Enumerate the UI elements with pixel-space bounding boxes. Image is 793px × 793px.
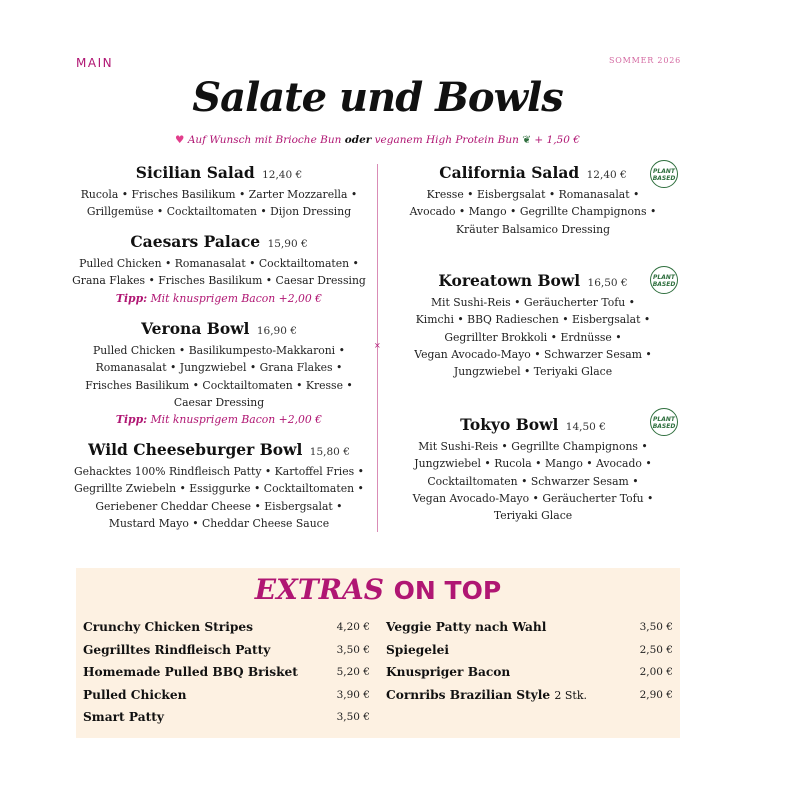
extra-price: 5,20 € [336, 666, 370, 679]
left-menu-column [70, 162, 368, 532]
extra-name [386, 688, 587, 702]
extra-name: Knuspriger Bacon [386, 665, 511, 680]
desc-line: Pulled Chicken • Romanasalat • Cocktailtomaten • [79, 257, 359, 270]
tip-label: Tipp: [115, 413, 148, 427]
desc-line: Gehacktes 100% Rindfleisch Patty • Kartoffel Fries • [74, 465, 364, 478]
tip-text: Mit knusprigem Bacon +2,00 € [150, 291, 323, 305]
item-name: Sicilian Salad [135, 163, 255, 182]
item-description [398, 294, 668, 380]
season-label: SOMMER 2026 [609, 56, 681, 65]
menu-item [70, 231, 368, 318]
list-item [83, 639, 370, 662]
extras-list-right [386, 616, 673, 706]
extra-price: 3,50 € [336, 711, 370, 724]
item-name: Caesars Palace [130, 232, 261, 251]
heart-icon: ♥ [175, 134, 185, 146]
desc-line: Vegan Avocado-Mayo • Geräucherter Tofu • [412, 491, 654, 505]
desc-line: Gegrillter Brokkoli • Erdnüsse • [444, 330, 622, 344]
item-price: 12,40 € [262, 169, 303, 181]
extra-name-text: Cornribs Brazilian Style [386, 687, 551, 702]
item-name: Verona Bowl [141, 319, 250, 338]
desc-line: Caesar Dressing [173, 395, 265, 409]
extra-price: 4,20 € [336, 621, 370, 634]
list-item [83, 684, 370, 707]
extra-name: Crunchy Chicken Stripes [83, 620, 253, 635]
extra-price: 2,50 € [639, 643, 673, 656]
item-price: 16,50 € [587, 277, 628, 289]
desc-line: Grana Flakes • Frisches Basilikum • Caesar Dressing [72, 274, 366, 288]
extras-panel [76, 568, 680, 738]
extra-name: Smart Patty [83, 710, 164, 725]
list-item [386, 639, 673, 662]
desc-line: Teriyaki Glace [493, 509, 573, 523]
desc-line: Vegan Avocado-Mayo • Schwarzer Sesam • [414, 347, 652, 361]
desc-line: Geriebener Cheddar Cheese • Eisbergsalat • [95, 499, 343, 513]
plant-based-badge-icon [650, 408, 678, 436]
extra-name: Gegrilltes Rindfleisch Patty [83, 642, 271, 657]
item-price: 16,90 € [256, 325, 297, 337]
page-title: Salate und Bowls [192, 74, 563, 121]
section-label: MAIN [76, 56, 114, 70]
divider-mark-icon: × [374, 341, 381, 350]
subtitle-post: veganem High Protein Bun [374, 134, 519, 146]
item-price: 14,50 € [565, 421, 606, 433]
item-description [398, 438, 668, 524]
tip-text: Mit knusprigem Bacon +2,00 € [150, 413, 323, 427]
desc-line: Frisches Basilikum • Cocktailtomaten • Kresse • [85, 378, 353, 392]
item-name: Tokyo Bowl [460, 415, 559, 434]
menu-item [398, 414, 676, 524]
desc-line: Grillgemüse • Cocktailtomaten • Dijon Dressing [86, 205, 352, 219]
extra-name: Homemade Pulled BBQ Brisket [83, 665, 298, 680]
list-item [386, 616, 673, 639]
extras-title-b: ON TOP [393, 576, 502, 605]
desc-line: Avocado • Mango • Gegrillte Champignons • [409, 205, 657, 219]
badge-text: PLANT [653, 167, 675, 175]
desc-line: Kimchi • BBQ Radieschen • Eisbergsalat • [415, 313, 651, 327]
desc-line: Gegrillte Zwiebeln • Essiggurke • Cocktailtomaten • [74, 482, 364, 496]
item-description [70, 342, 368, 411]
item-price: 15,90 € [267, 238, 308, 250]
desc-line: Rucola • Frisches Basilikum • Zarter Mozzarella • [80, 188, 358, 201]
item-description [70, 186, 368, 221]
badge-text: BASED [652, 422, 676, 430]
item-description [70, 255, 368, 290]
list-item [83, 616, 370, 639]
extra-name: Pulled Chicken [83, 687, 187, 702]
extras-list-left [83, 616, 370, 729]
item-description [70, 463, 368, 532]
extra-price: 2,90 € [639, 688, 673, 701]
subtitle-price: + 1,50 € [534, 134, 580, 146]
tip-label: Tipp: [115, 291, 148, 305]
badge-text: BASED [652, 280, 676, 288]
menu-item [398, 162, 676, 270]
item-price: 12,40 € [586, 169, 627, 181]
extra-price: 3,90 € [336, 688, 370, 701]
bun-option-note [0, 134, 755, 146]
desc-line: Kräuter Balsamico Dressing [455, 222, 611, 236]
item-name: Koreatown Bowl [438, 271, 581, 290]
plant-based-badge-icon [650, 266, 678, 294]
menu-item [70, 318, 368, 439]
item-tip [70, 411, 368, 428]
badge-text: BASED [652, 174, 676, 182]
desc-line: Jungzwiebel • Rucola • Mango • Avocado • [414, 457, 652, 471]
item-description [398, 186, 668, 238]
extra-name: Spiegelei [386, 642, 449, 657]
desc-line: Kresse • Eisbergsalat • Romanasalat • [426, 188, 640, 201]
list-item [83, 706, 370, 729]
plant-based-badge-icon [650, 160, 678, 188]
list-item [386, 684, 673, 707]
item-name: Wild Cheeseburger Bowl [88, 440, 303, 459]
extra-price: 2,00 € [639, 666, 673, 679]
right-menu-column [398, 162, 676, 524]
extra-name: Veggie Patty nach Wahl [386, 620, 547, 635]
menu-item [70, 439, 368, 532]
extras-title-a: EXTRAS [254, 573, 384, 606]
desc-line: Mustard Mayo • Cheddar Cheese Sauce [108, 516, 330, 530]
subtitle-oder: oder [344, 134, 372, 146]
desc-line: Romanasalat • Jungzwiebel • Grana Flakes • [95, 361, 343, 375]
extra-price: 3,50 € [639, 621, 673, 634]
desc-line: Mit Sushi-Reis • Gegrillte Champignons • [418, 440, 648, 453]
extra-price: 3,50 € [336, 643, 370, 656]
desc-line: Jungzwiebel • Teriyaki Glace [453, 365, 613, 379]
menu-item [398, 270, 676, 414]
list-item [386, 661, 673, 684]
extra-note: 2 Stk. [554, 688, 587, 702]
subtitle-pre: Auf Wunsch mit Brioche Bun [187, 134, 342, 146]
desc-line: Mit Sushi-Reis • Geräucherter Tofu • [430, 296, 636, 309]
desc-line: Pulled Chicken • Basilikumpesto-Makkaroni • [93, 344, 345, 357]
leaf-icon: ❦ [522, 134, 532, 146]
desc-line: Cocktailtomaten • Schwarzer Sesam • [427, 474, 639, 488]
item-price: 15,80 € [309, 446, 350, 458]
list-item [83, 661, 370, 684]
extras-title [76, 572, 680, 609]
badge-text: PLANT [653, 273, 675, 281]
item-tip [70, 290, 368, 307]
menu-item [70, 162, 368, 231]
item-name: California Salad [439, 163, 580, 182]
badge-text: PLANT [653, 415, 675, 423]
